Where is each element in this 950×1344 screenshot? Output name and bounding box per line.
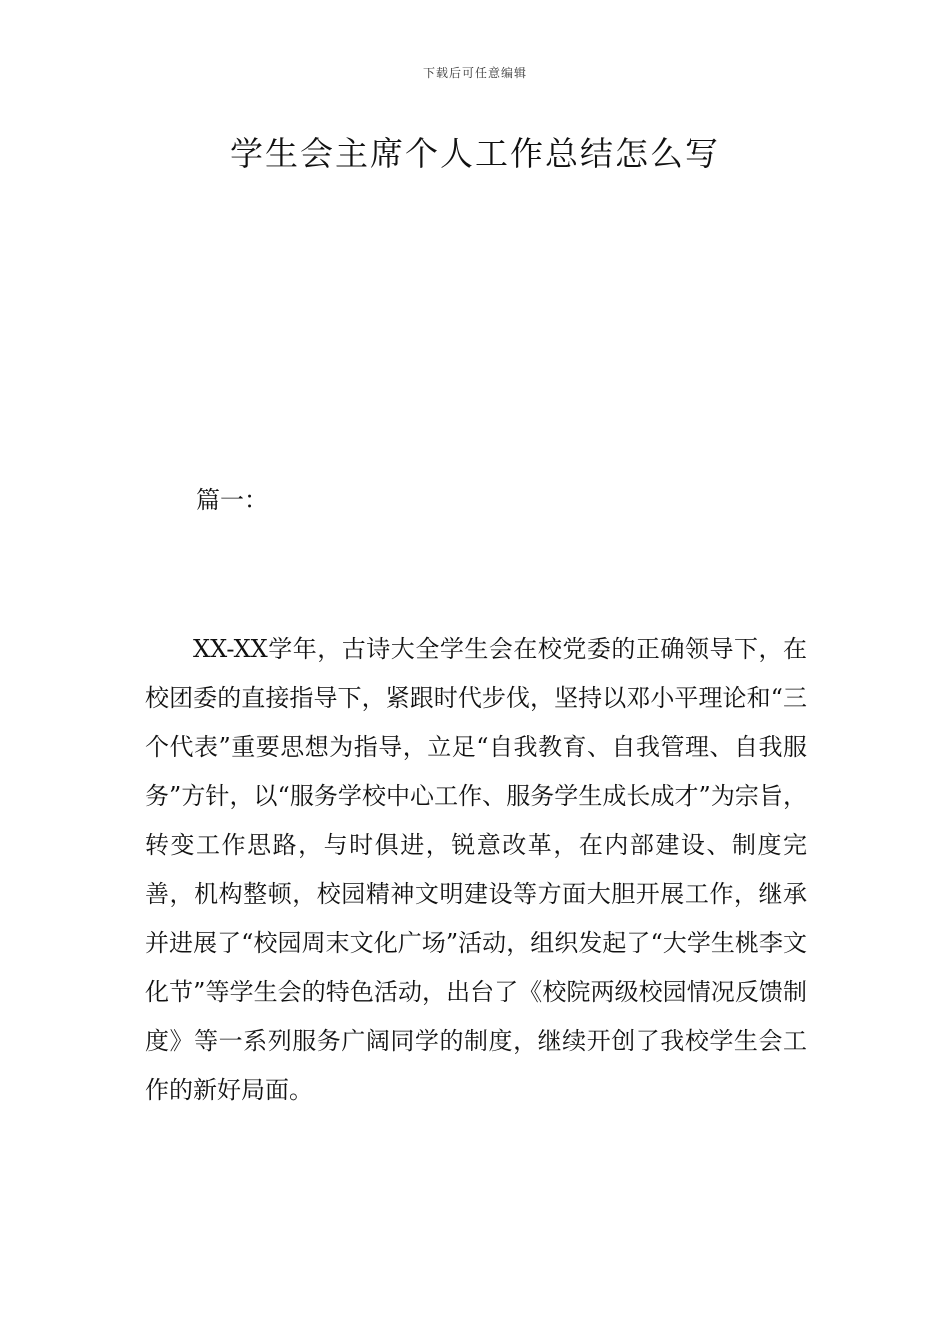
body-paragraph: XX-XX学年，古诗大全学生会在校党委的正确领导下，在校团委的直接指导下，紧跟时代步伐，坚持以邓小平理论和“三个代表”重要思想为指导，立足“自我教育、自我管理、自我服务”方针，以“服务学校中心工作、服务学生成长成才”为宗旨，转变工作思路，与时俱进，锐意改革，在内部建设、制度完善，机构整顿，校园精神文明建设等方面大胆开展工作，继承并进展了“校园周末文化广场”活动，组织发起了“大学生桃李文化节”等学生会的特色活动，出台了《校院两级校园情况反馈制度》等一系列服务广阔同学的制度，继续开创了我校学生会工作的新好局面。: [145, 635, 807, 1104]
document-title: 学生会主席个人工作总结怎么写: [230, 134, 720, 173]
section-heading: 篇一：: [196, 486, 268, 514]
header-note: 下载后可任意编辑: [422, 66, 527, 80]
